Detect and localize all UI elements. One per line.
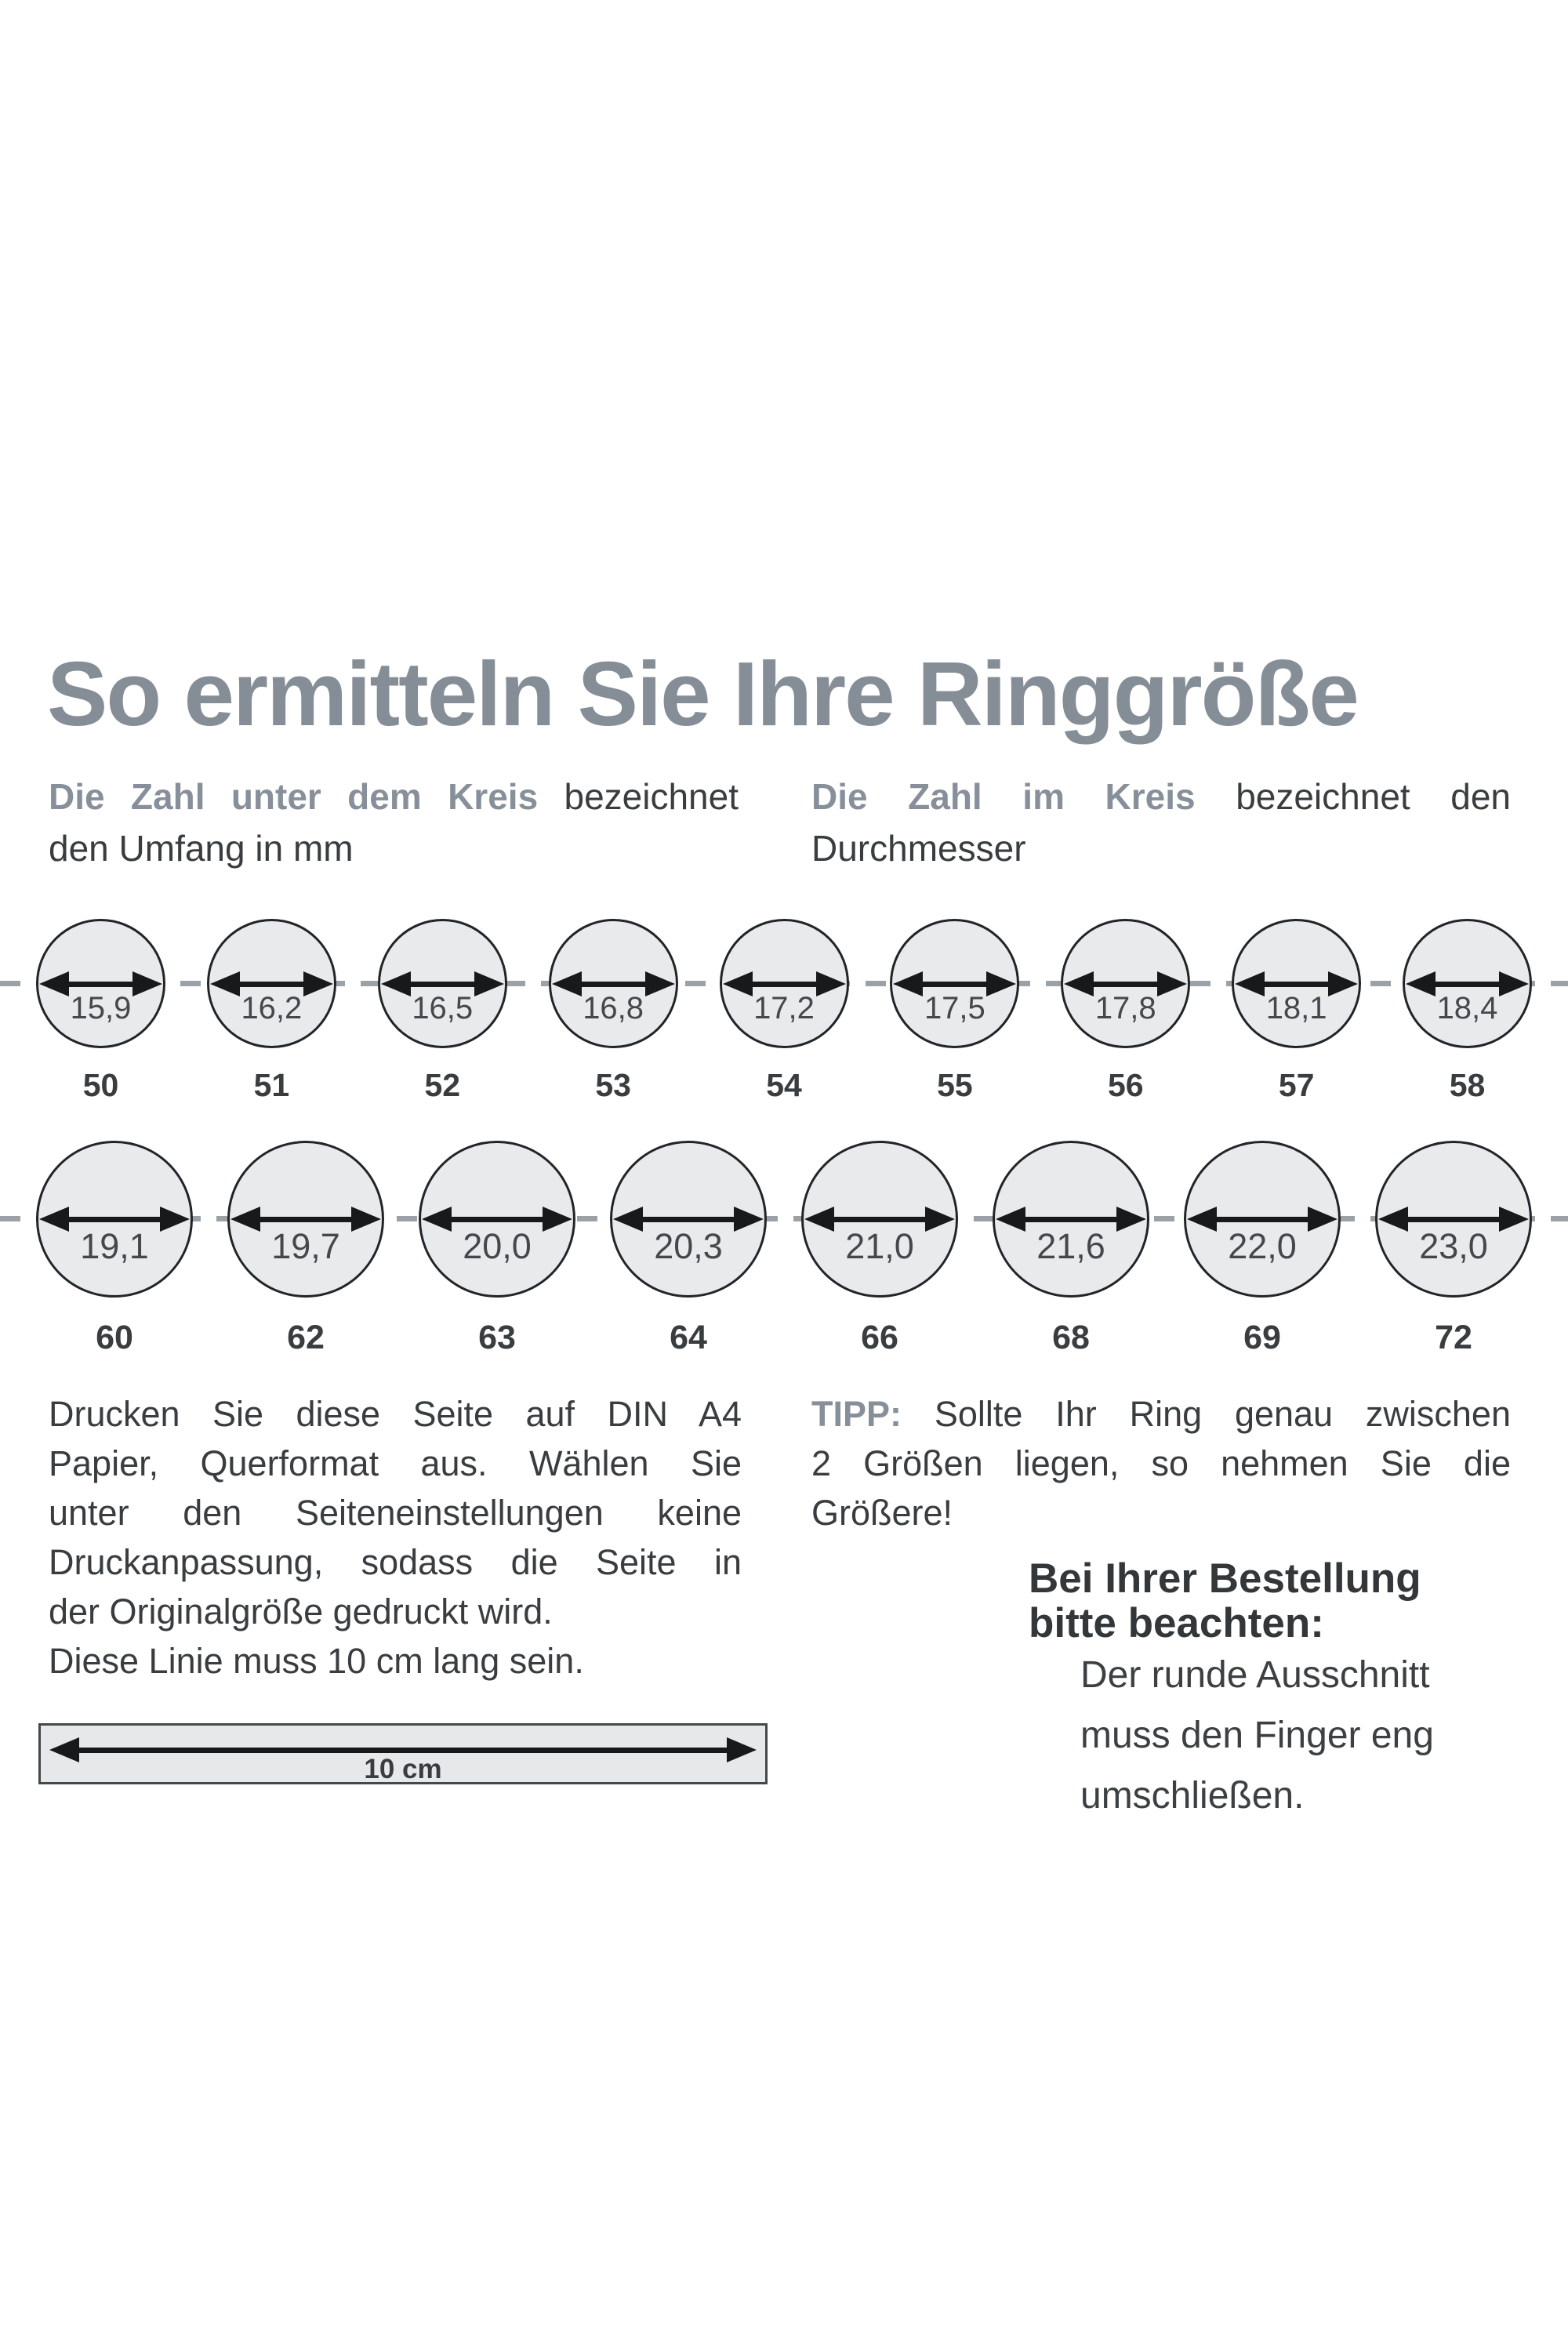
diameter-label: 18,4: [1436, 990, 1498, 1025]
ring-size-item: [720, 919, 849, 1104]
order-note-body-line: muss den Finger eng: [1080, 1715, 1434, 1756]
ring-circle: [36, 919, 165, 1048]
ring-size-item: [36, 919, 165, 1104]
size-label: 64: [670, 1319, 707, 1356]
ring-circle: [1184, 1141, 1341, 1298]
ring-circle: [36, 1141, 193, 1298]
diameter-label: 21,0: [845, 1226, 914, 1266]
diameter-label: 21,6: [1036, 1226, 1105, 1266]
ring-circle: [207, 919, 336, 1048]
tip-note: [811, 1389, 1511, 1537]
ring-circle: [227, 1141, 384, 1298]
print-instructions-line: Diese Linie muss 10 cm lang sein.: [49, 1641, 584, 1681]
diameter-label: 16,5: [412, 990, 474, 1025]
diameter-label: 20,3: [654, 1226, 723, 1266]
legend-diameter-rest: bezeichnet den: [1236, 776, 1512, 817]
size-label: 69: [1243, 1319, 1281, 1356]
print-instructions-line: Papier, Querformat aus. Wählen Sie: [49, 1443, 742, 1483]
size-label: 58: [1449, 1067, 1486, 1103]
size-label: 57: [1278, 1067, 1315, 1103]
ring-size-item: [610, 1141, 767, 1357]
size-label: 56: [1107, 1067, 1144, 1103]
tip-line1: [811, 1389, 1511, 1439]
diameter-label: 17,2: [753, 990, 815, 1025]
tip-line2: 2 Größen liegen, so nehmen Sie die: [811, 1443, 1511, 1483]
ring-circle: [801, 1141, 958, 1298]
size-label: 62: [287, 1319, 325, 1356]
size-label: 54: [766, 1067, 802, 1103]
size-label: 60: [96, 1319, 133, 1356]
legend-circumference-line2: den Umfang in mm: [49, 828, 354, 869]
size-label: 68: [1052, 1319, 1090, 1356]
ring-size-item: [378, 919, 507, 1104]
print-instructions-line: Drucken Sie diese Seite auf DIN A4: [49, 1394, 742, 1434]
diameter-label: 16,8: [583, 990, 644, 1025]
size-label: 72: [1435, 1319, 1472, 1356]
diameter-label: 16,2: [241, 990, 303, 1025]
legend-diameter: [811, 771, 1511, 874]
order-note-heading-line: Bei Ihrer Bestellung: [1029, 1555, 1421, 1602]
diameter-label: 19,1: [80, 1226, 149, 1266]
ring-circle: [890, 919, 1019, 1048]
diameter-label: 22,0: [1228, 1226, 1297, 1266]
print-instructions-line: der Originalgröße gedruckt wird.: [49, 1592, 553, 1632]
ring-size-item: [1403, 919, 1532, 1104]
ring-size-item: [993, 1141, 1149, 1357]
legend-circumference-bold: Die Zahl unter dem Kreis: [49, 776, 539, 817]
print-instructions-line: unter den Seiteneinstellungen keine: [49, 1493, 742, 1533]
legend-diameter-line2: Durchmesser: [811, 828, 1026, 869]
diameter-label: 18,1: [1265, 990, 1327, 1025]
ring-size-item: [890, 919, 1019, 1104]
ring-circle: [1375, 1141, 1532, 1298]
print-instructions: [49, 1389, 742, 1686]
ring-circle: [419, 1141, 575, 1298]
legend-diameter-bold: Die Zahl im Kreis: [811, 776, 1196, 817]
print-instructions-line: Druckanpassung, sodass die Seite in: [49, 1542, 742, 1582]
ring-size-item: [801, 1141, 958, 1357]
ring-circle: [378, 919, 507, 1048]
diameter-label: 15,9: [70, 990, 132, 1025]
ring-size-item: [1061, 919, 1190, 1104]
order-note-body-line: Der runde Ausschnitt: [1080, 1654, 1430, 1696]
legend-circumference: [49, 771, 739, 874]
diameter-label: 20,0: [463, 1226, 532, 1266]
legend-diameter-line1: [811, 771, 1511, 822]
ring-size-item: [36, 1141, 193, 1357]
ring-circle: [1232, 919, 1361, 1048]
diameter-label: 23,0: [1419, 1226, 1488, 1266]
ring-circle: [993, 1141, 1149, 1298]
size-label: 50: [82, 1067, 119, 1103]
ring-size-item: [1232, 919, 1361, 1104]
ruler-label: 10 cm: [364, 1754, 442, 1784]
calibration-ruler: [38, 1723, 768, 1784]
ring-size-item: [1375, 1141, 1532, 1357]
ring-size-item: [227, 1141, 384, 1357]
ring-circle: [1061, 919, 1190, 1048]
size-label: 63: [478, 1319, 516, 1356]
ring-size-item: [207, 919, 336, 1104]
ring-size-item: [549, 919, 678, 1104]
page-title: So ermitteln Sie Ihre Ringgröße: [47, 643, 1358, 745]
ring-size-row-1: [0, 919, 1568, 1104]
tip-line3: Größere!: [811, 1493, 953, 1533]
order-note-body: [1080, 1645, 1434, 1826]
diameter-label: 17,5: [924, 990, 985, 1025]
ring-size-row-2: [0, 1141, 1568, 1357]
size-label: 53: [595, 1067, 631, 1103]
tip-label: TIPP:: [811, 1394, 902, 1434]
ring-circle: [720, 919, 849, 1048]
order-note-heading-line: bitte beachten:: [1029, 1600, 1324, 1646]
ring-size-item: [1184, 1141, 1341, 1357]
diameter-label: 19,7: [271, 1226, 340, 1266]
legend-circumference-rest: bezeichnet: [564, 776, 739, 817]
legend-circumference-line1: [49, 771, 739, 822]
ring-circle: [549, 919, 678, 1048]
size-label: 51: [253, 1067, 290, 1103]
size-label: 66: [861, 1319, 898, 1356]
diameter-label: 17,8: [1094, 990, 1156, 1025]
size-label: 55: [937, 1067, 973, 1103]
ring-circle: [610, 1141, 767, 1298]
tip-line1-text: Sollte Ihr Ring genau zwischen: [934, 1394, 1511, 1434]
size-label: 52: [424, 1067, 461, 1103]
order-note-body-line: umschließen.: [1080, 1775, 1305, 1817]
ring-size-item: [419, 1141, 575, 1357]
ring-circle: [1403, 919, 1532, 1048]
order-note-heading: [1029, 1556, 1421, 1646]
